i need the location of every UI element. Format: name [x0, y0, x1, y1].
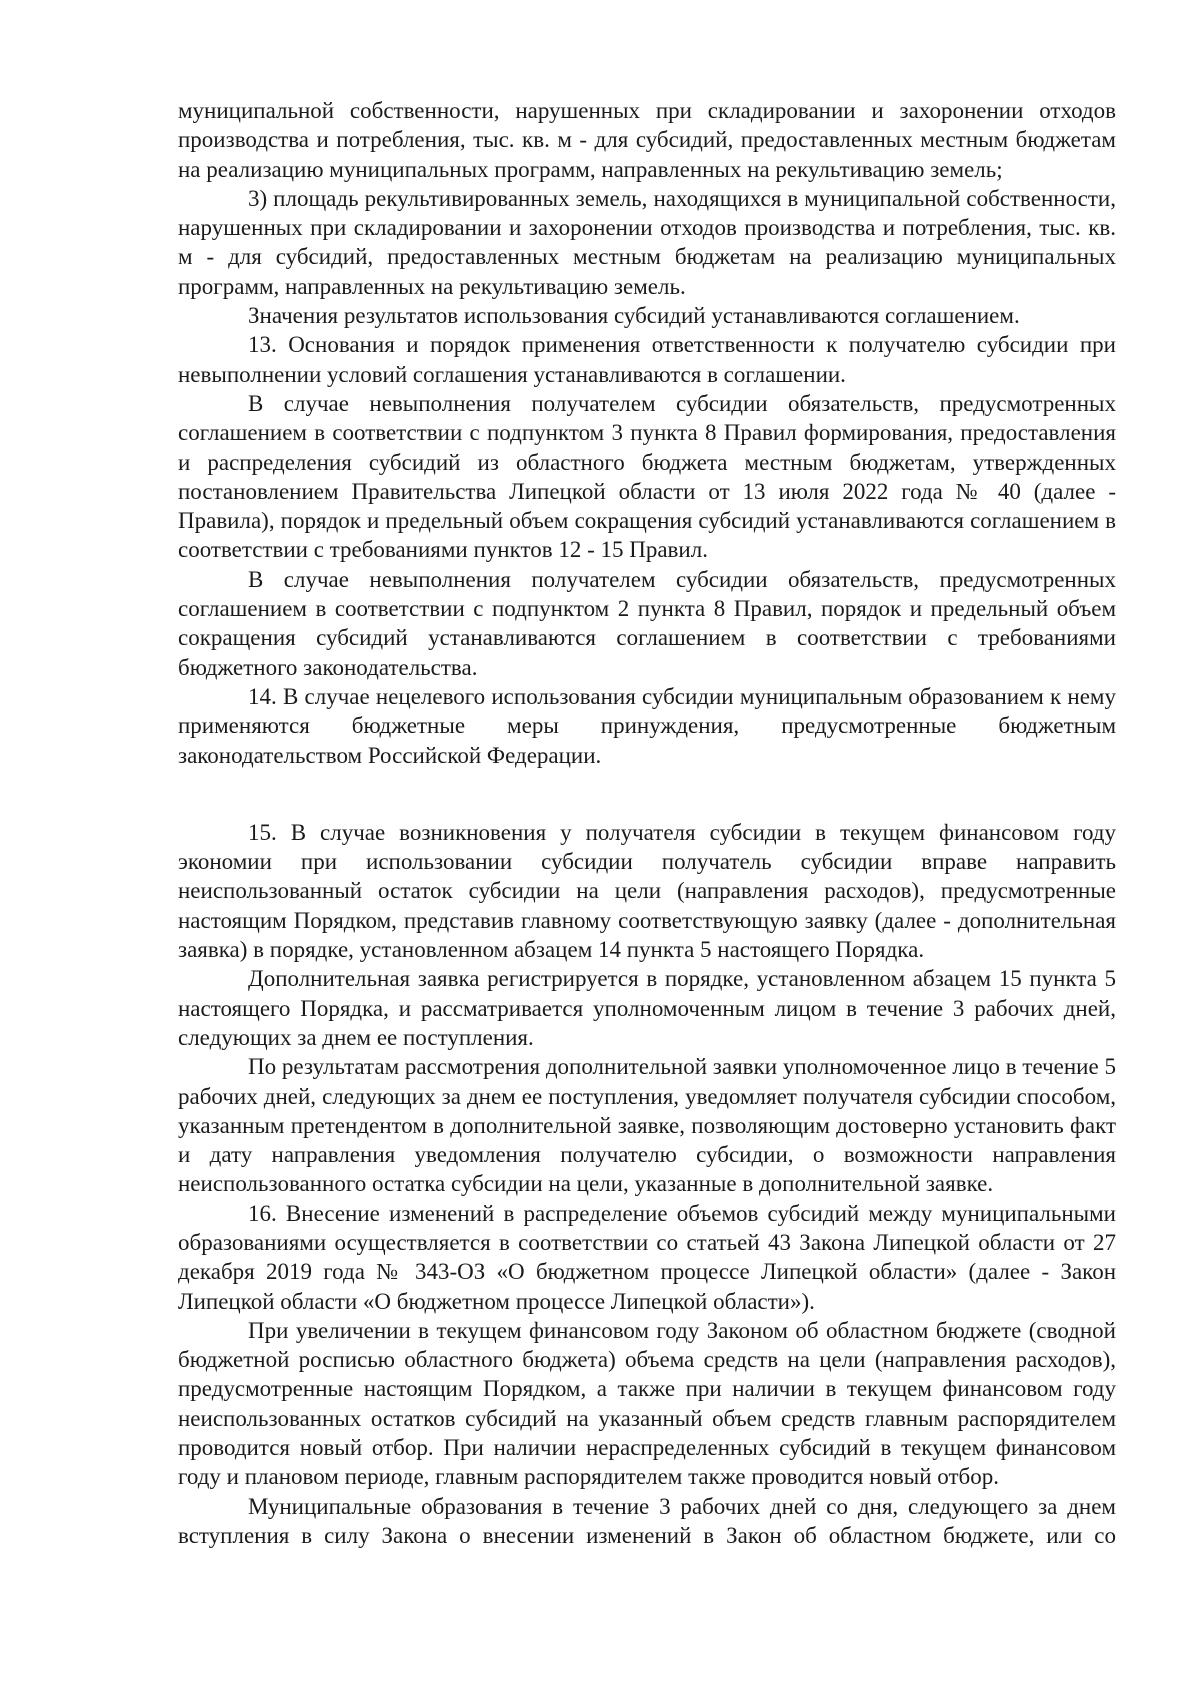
paragraph-10: По результатам рассмотрения дополнительной заявки уполномоченное лицо в течение 5 рабочих дней, следующих за днем ее поступления, уведомляет получателя субсидии способом, указанным претендентом в дополнительной заявке, позволяющим достоверно установить факт и дату направления уведомления получателю субсидии, о возможности направления неиспользованного остатка субсидии на цели, указанные в дополнительной заявке. — [178, 1054, 1116, 1197]
paragraph-2: 3) площадь рекультивированных земель, находящихся в муниципальной собственности, нарушенных при складировании и захоронении отходов производства и потребления, тыс. кв. м - для субсидий, предоставленных местным бюджетам на реализацию муниципальных программ, направленных на рекультивацию земель. — [178, 185, 1116, 299]
paragraph-4: 13. Основания и порядок применения ответственности к получателю субсидии при невыполнении условий соглашения устанавливаются в соглашении. — [178, 332, 1116, 387]
paragraph-3: Значения результатов использования субсидий устанавливаются соглашением. — [248, 303, 1020, 329]
paragraph-8: 15. В случае возникновения у получателя субсидии в текущем финансовом году экономии при использовании субсидии получатель субсидии вправе направить неиспользованный остаток субсидии на цели (направления расходов), предусмотренные настоящим Порядком, представив главному соответствующую заявку (далее - дополнительная заявка) в порядке, установленном абзацем 14 пункта 5 настоящего Порядка. — [178, 819, 1116, 963]
document-page — [178, 96, 1116, 1550]
paragraph-12: При увеличении в текущем финансовом году Законом об областном бюджете (сводной бюджетной росписью областного бюджета) объема средств на цели (направления расходов), предусмотренные настоящим Порядком, а также при наличии в текущем финансовом году неиспользованных остатков субсидий на указанный объем средств главным распорядителем проводится новый отбор. При наличии нераспределенных субсидий в текущем финансовом году и плановом периоде, главным распорядителем также проводится новый отбор. — [178, 1317, 1116, 1490]
paragraph-7: 14. В случае нецелевого использования субсидии муниципальным образованием к нему применяются бюджетные меры принуждения, предусмотренные бюджетным законодательством Российской Федерации. — [178, 683, 1116, 768]
paragraph-9: Дополнительная заявка регистрируется в порядке, установленном абзацем 15 пункта 5 настоящего Порядка, и рассматривается уполномоченным лицом в течение 3 рабочих дней, следующих за днем ее поступления. — [178, 966, 1116, 1050]
paragraph-1: муниципальной собственности, нарушенных при складировании и захоронении отходов производства и потребления, тыс. кв. м - для субсидий, предоставленных местным бюджетам на реализацию муниципальных программ, направленных на рекультивацию земель; — [178, 98, 1116, 182]
paragraph-11: 16. Внесение изменений в распределение объемов субсидий между муниципальными образованиями осуществляется в соответствии со статьей 43 Закона Липецкой области от 27 декабря 2019 года № 343-ОЗ «О бюджетном процессе Липецкой области» (далее - Закон Липецкой области «О бюджетном процессе Липецкой области»). — [178, 1200, 1116, 1314]
paragraph-6: В случае невыполнения получателем субсидии обязательств, предусмотренных соглашением в соответствии с подпунктом 2 пункта 8 Правил, порядок и предельный объем сокращения субсидий устанавливаются соглашением в соответствии с требованиями бюджетного законодательства. — [178, 566, 1116, 680]
paragraph-13: Муниципальные образования в течение 3 рабочих дней со дня, следующего за днем вступления в силу Закона о внесении изменений в Закон об областном бюджете, или со — [178, 1493, 1116, 1548]
paragraph-5: В случае невыполнения получателем субсидии обязательств, предусмотренных соглашением в соответствии с подпунктом 3 пункта 8 Правил формирования, предоставления и распределения субсидий из областного бюджета местным бюджетам, утвержденных постановлением Правительства Липецкой области от 13 июля 2022 года № 40 (далее - Правила), порядок и предельный объем сокращения субсидий устанавливаются соглашением в соответствии с требованиями пунктов 12 - 15 Правил. — [178, 390, 1116, 563]
